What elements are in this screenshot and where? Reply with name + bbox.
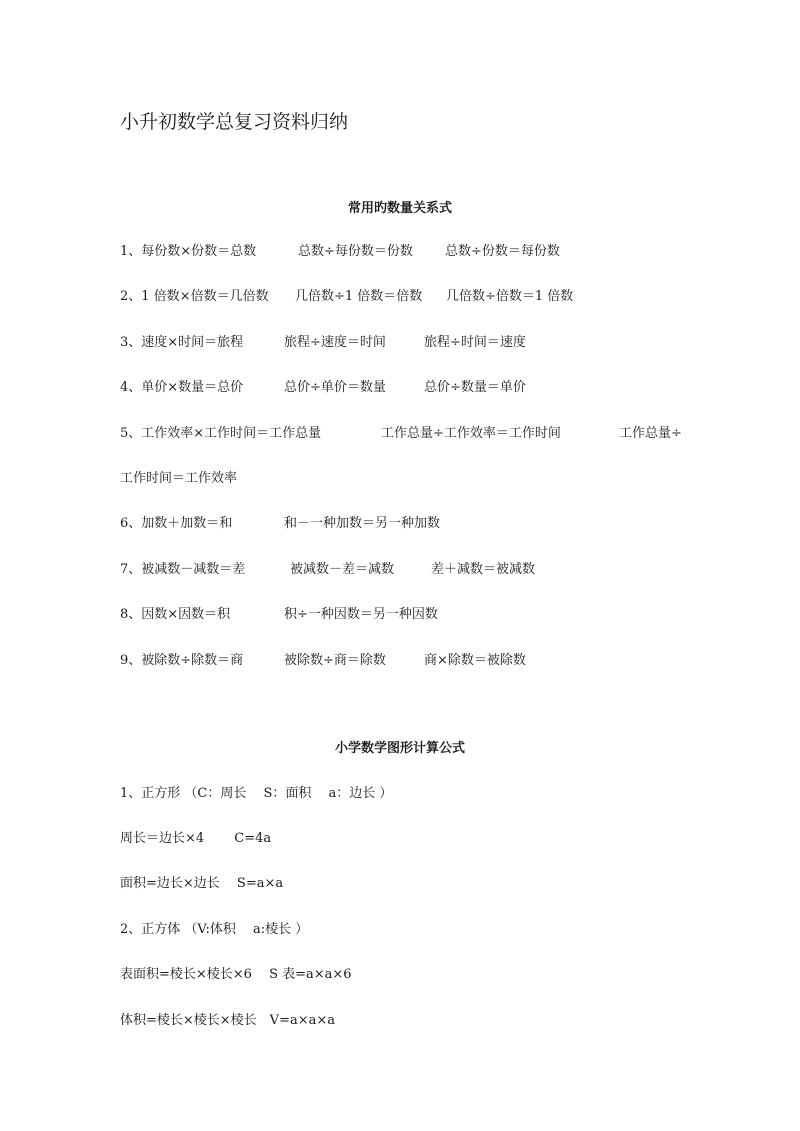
document-title: 小升初数学总复习资料归纳 <box>120 111 349 133</box>
formula-text: 7、被减数－减数＝差 <box>120 562 246 577</box>
formula-text: 积÷一种因数＝另一种因数 <box>284 607 438 622</box>
formula-text: 被除数÷商＝除数 <box>284 653 386 668</box>
geometry-line-5: 表面积=棱长×棱长×6 S 表=a×a×6 <box>120 967 352 982</box>
formula-text: 总价÷数量＝单价 <box>424 380 526 395</box>
formula-text: 和－一种加数＝另一种加数 <box>284 516 441 531</box>
formula-text: 工作时间＝工作效率 <box>120 471 238 486</box>
formula-text: 1、每份数×份数＝总数 <box>120 244 257 259</box>
geometry-line-6: 体积=棱长×棱长×棱长 V=a×a×a <box>120 1013 335 1028</box>
formula-text: 几倍数÷1 倍数＝倍数 <box>295 289 423 304</box>
formula-text: 商×除数＝被除数 <box>424 653 526 668</box>
formula-text: 工作总量÷ <box>619 426 682 441</box>
geometry-line-1: 1、正方形 （C：周长 S：面积 a：边长 ） <box>120 786 393 801</box>
formula-text: 旅程÷时间＝速度 <box>424 335 526 350</box>
formula-text: 6、加数＋加数＝和 <box>120 516 233 531</box>
formula-text: 5、工作效率×工作时间＝工作总量 <box>120 426 322 441</box>
formula-text: 9、被除数÷除数＝商 <box>120 653 244 668</box>
formula-text: 差＋减数＝被减数 <box>431 562 536 577</box>
formula-text: 3、速度×时间＝旅程 <box>120 335 244 350</box>
formula-text: 被减数－差＝减数 <box>290 562 395 577</box>
geometry-line-4: 2、正方体 （V:体积 a:棱长 ） <box>120 922 309 937</box>
formula-text: 4、单价×数量＝总价 <box>120 380 244 395</box>
section-heading-quantity-relations: 常用旳数量关系式 <box>347 201 452 216</box>
geometry-line-2: 周长＝边长×4 C=4a <box>120 831 272 846</box>
formula-text: 总数÷每份数＝份数 <box>298 244 413 259</box>
formula-text: 旅程÷速度＝时间 <box>284 335 386 350</box>
formula-text: 2、1 倍数×倍数＝几倍数 <box>120 289 269 304</box>
geometry-line-3: 面积=边长×边长 S=a×a <box>120 876 284 891</box>
formula-text: 总数÷份数＝每份数 <box>445 244 560 259</box>
formula-text: 工作总量÷工作效率＝工作时间 <box>381 426 561 441</box>
formula-text: 总价÷单价＝数量 <box>284 380 386 395</box>
formula-text: 8、因数×因数＝积 <box>120 607 231 622</box>
section-heading-geometry-formulas: 小学数学图形计算公式 <box>334 741 465 756</box>
formula-text: 几倍数÷倍数＝1 倍数 <box>446 289 574 304</box>
